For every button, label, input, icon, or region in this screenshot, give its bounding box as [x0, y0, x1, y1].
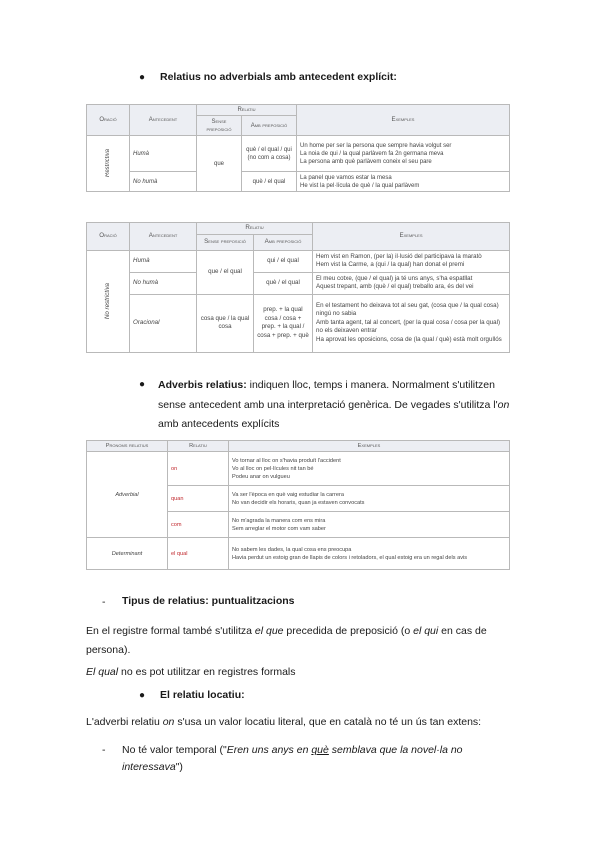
example-line: Hem vist la Carme, a (qui / la qual) han donat el premi: [316, 261, 465, 269]
example-line: No sabem les dades, la qual cosa ens preocupa: [232, 546, 352, 553]
example-quote: semblava que la novel·la no: [328, 744, 463, 756]
text-run: L'adverbi relatiu: [86, 716, 163, 728]
example-line: Un home per ser la persona que sempre havia volgut ser: [300, 142, 452, 149]
on-term: on: [497, 398, 510, 411]
text-run: en cas de: [438, 625, 487, 637]
relatiu-cell: on: [168, 452, 229, 486]
col-header-relatiu: Relatiu: [197, 223, 313, 235]
amb-cell: què / el qual: [242, 172, 297, 192]
relatiu-cell: quan: [168, 486, 229, 512]
section-heading: Relatius no adverbials amb antecedent explícit:: [160, 71, 397, 83]
table-row: [87, 272, 510, 294]
bullet-icon: ●: [139, 379, 146, 390]
temporal-bullet: [122, 742, 522, 776]
relatives-table-restrictive: [86, 104, 510, 192]
oracio-cell: [87, 250, 130, 352]
text-run: No té valor temporal (": [122, 744, 227, 756]
category-cell: Determinant: [87, 538, 168, 570]
sense-cell: que: [197, 136, 242, 192]
relatives-table-nonrestrictive: [86, 222, 510, 353]
col-header-antecedent: Antecedent: [130, 105, 197, 136]
el-qui-term: el qui: [413, 625, 439, 637]
example-line: Amb tanta agent, tal al concert, (per la qual cosa / cosa per la qual) no els deixaven entrar: [316, 318, 501, 335]
text-run: En el registre formal també s'utilitza: [86, 625, 255, 637]
examples-cell: [297, 136, 510, 172]
col-header-exemples: Exemples: [313, 223, 510, 251]
col-header-exemples: Exemples: [229, 441, 510, 452]
example-line: Vo al lloc on pel·lícules nit tan bé: [232, 465, 314, 472]
example-line: Ha aprovat les oposicions, cosa de (la qual / què) està molt orgullós: [316, 335, 502, 343]
table-row: [87, 538, 510, 570]
col-header-oracio: Oració: [87, 223, 130, 251]
examples-cell: [297, 172, 510, 192]
relatiu-cell: com: [168, 512, 229, 538]
col-header-amb: Amb preposició: [242, 116, 297, 136]
examples-cell: [229, 512, 510, 538]
el-qual-paragraph: [86, 664, 296, 680]
example-line: Podeu anar on vulgueu: [232, 473, 290, 480]
amb-cell: què / el qual / qui (no com a cosa): [242, 136, 297, 172]
example-line: La noia de qui / la qual parlàvem fa 2n germana meva: [300, 150, 444, 157]
table-row: [87, 136, 510, 172]
adverbis-heading: Adverbis relatius:: [158, 379, 247, 391]
example-line: La panel que vamos estar la mesa: [300, 174, 392, 181]
table-row: [87, 172, 510, 192]
text-run: persona).: [86, 644, 131, 656]
antecedent-cell: No humà: [130, 172, 197, 192]
dash-marker: -: [102, 744, 106, 756]
col-header-relatiu: Relatiu: [168, 441, 229, 452]
oracio-label: No restrictiva: [103, 283, 111, 320]
example-line: Aquest trepant, amb (què / el qual) treballo ara, és del vei: [316, 283, 474, 291]
sense-cell: que / el qual: [197, 250, 254, 294]
adverbis-text: indiquen lloc, temps i manera. Normalment s'utilitzen sense antecedent amb una interpretació genèrica. De vegades s'utilitza l': [158, 379, 498, 411]
example-line: En el testament ho deixava tot al seu gat, (cosa que / la qual cosa) ningú no sabia: [316, 301, 499, 318]
example-line: La persona amb què parlàvem coneix el seu pare: [300, 158, 432, 165]
sense-cell: cosa que / la qual cosa: [197, 294, 254, 352]
text-run: precedida de preposició (o: [283, 625, 414, 637]
example-line: Vo tornar al lloc on s'havia produït l'accident: [232, 457, 341, 464]
col-header-oracio: Oració: [87, 105, 130, 136]
amb-cell: què / el qual: [254, 272, 313, 294]
category-cell: Adverbial: [87, 452, 168, 538]
formal-register-paragraph: [86, 622, 526, 660]
el-que-term: el que: [254, 625, 284, 637]
col-header-sense: Sense preposició: [197, 116, 242, 136]
col-header-sense: Sense preposició: [197, 234, 254, 250]
oracio-cell: [87, 136, 130, 192]
relatiu-cell: el qual: [168, 538, 229, 570]
example-quote: interessava: [122, 761, 176, 773]
col-header-amb: Amb preposició: [254, 234, 313, 250]
example-line: Hem vist en Ramon, (per la) il·lusió del participava la maratò: [316, 252, 482, 260]
text-run: no es pot utilitzar en registres formals: [118, 666, 296, 678]
antecedent-cell: Oracional: [130, 294, 197, 352]
text-run: s'usa un valor locatiu literal, que en català no té un ús tan extens:: [174, 716, 482, 728]
examples-cell: [313, 250, 510, 272]
bullet-icon: ●: [139, 690, 146, 701]
col-header-relatiu: Relatiu: [197, 105, 297, 116]
section-heading: Tipus de relatius: puntualitzacions: [122, 595, 295, 607]
examples-cell: [313, 294, 510, 352]
antecedent-cell: Humà: [130, 136, 197, 172]
col-header-pronoms: Pronoms relatius: [87, 441, 168, 452]
col-header-exemples: Exemples: [297, 105, 510, 136]
example-line: He vist la pel·lícula de què / la qual parlàvem: [300, 182, 420, 189]
amb-cell: prep. + la qual cosa / cosa + prep. + la qual / cosa + prep. + què: [254, 294, 313, 352]
adverbis-text-end: amb antecedents explícits: [158, 418, 280, 430]
el-qual-term: El qual: [86, 666, 119, 678]
adverbis-paragraph: [158, 376, 518, 435]
section-heading: El relatiu locatiu:: [160, 689, 245, 701]
example-line: Havia perdut un estoig gran de llapis de colors i retoladors, el qual estoig era un regal dels avis: [232, 554, 468, 561]
col-header-antecedent: Antecedent: [130, 223, 197, 251]
example-line: El meu cotxe, (que / el qual) ja té uns anys, s'ha espatllat: [316, 274, 473, 282]
text-run: "): [175, 761, 183, 773]
example-line: Va ser l'època en què vaig estudiar la carrera: [232, 491, 344, 498]
dash-marker: -: [102, 596, 106, 608]
antecedent-cell: Humà: [130, 250, 197, 272]
locatiu-paragraph: [86, 714, 481, 730]
adverb-relatives-table: [86, 440, 510, 570]
example-line: Sem arreglar el motor com vam saber: [232, 525, 326, 532]
example-line: No van decidir els horaris, quan ja estaven convocats: [232, 499, 365, 506]
bullet-icon: ●: [139, 72, 146, 83]
examples-cell: [229, 486, 510, 512]
table-row: [87, 452, 510, 486]
example-line: No m'agrada la manera com ens mira: [232, 517, 326, 524]
oracio-label: Restrictiva: [105, 149, 111, 178]
antecedent-cell: No humà: [130, 272, 197, 294]
examples-cell: [313, 272, 510, 294]
examples-cell: [229, 538, 510, 570]
que-underlined: què: [311, 744, 329, 756]
table-row: [87, 294, 510, 352]
examples-cell: [229, 452, 510, 486]
on-term: on: [162, 716, 175, 728]
example-quote: Eren uns anys en: [226, 744, 312, 756]
table-row: [87, 250, 510, 272]
amb-cell: qui / el qual: [254, 250, 313, 272]
